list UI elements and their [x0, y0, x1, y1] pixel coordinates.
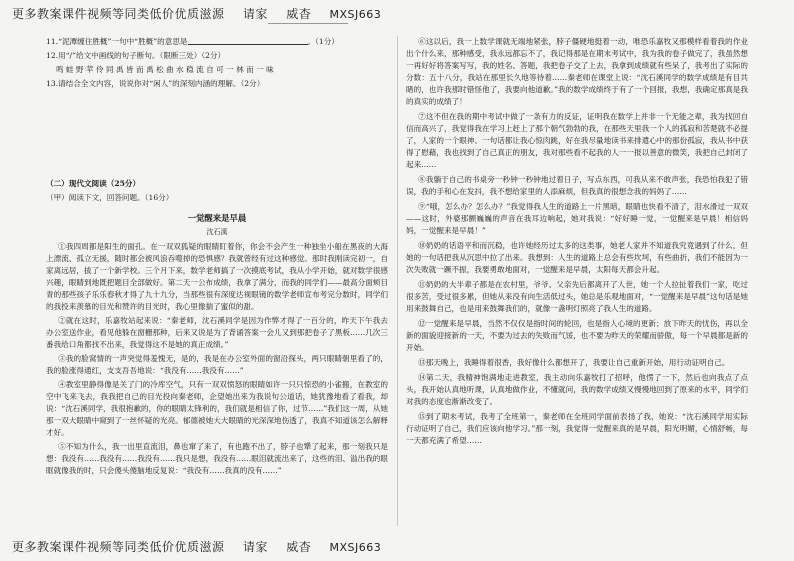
footer-contact-label: 请家 — [242, 540, 268, 554]
question-12-text: 鸣 蛙 野 苹 伶 同 禹 皆 而 禹 松 曲 水 稳 流 自 可 一 林 而 一 味 — [56, 64, 274, 74]
header-contact-label: 请家 — [242, 7, 268, 21]
footer-code: MXSJ663 — [329, 541, 382, 554]
header-contact-name: 威杳 — [286, 7, 312, 21]
footer-contact-name: 威杳 — [286, 540, 312, 554]
right-paragraph-6: ⑥这以后，我一上数学课就无端地紧张，脖子僵硬地挺着一动，唯恐乐嘉牧又那模样看着我的作业出个什么来，那种感受，我永远都忘不了，我记得那是在期末考试中，我为我的卷子做完了，我虽然想一再好好将答案写写，我的姓名、答题，我把卷子交了上去，我拿到成绩就有些呆了，我考出了实际的分数：五十八分，我站在那里长久地等待着……秦老师在课堂上说：“沈石溪同学的数学成绩是有目共睹的，也许我那时错怪他了，我要向他道歉。”我的数学成绩终于有了一个回报，我想，我确定那真是我的真实的成绩了！ — [406, 37, 748, 106]
question-11-score: 。（1分） — [307, 37, 339, 46]
right-paragraph-13: ⑬那天晚上，我睡得着很香，我好像什么都想开了，我要让自己重新开始，用行动证明自己。 — [418, 357, 730, 367]
left-paragraph-3: ③我的脸窝情的一声突觉得羞愧无，是的，我是在办公室外面的窗沿探头，两只眼睛朝里看了的，我的脸涨得通红，支支吾吾地说：“我没有……我没有……” — [46, 354, 388, 376]
right-paragraph-14: ⑭第二天，我精神饱满地走进教室，我主动向乐嘉牧打了招呼，他愣了一下，然后也向我点了点头，我开始认真地听课，认真地做作业，不懂就问，我的数学成绩又慢慢地回到了原来的水平，同学们对我的态度也渐渐改变了。 — [406, 372, 748, 406]
right-paragraph-9: ⑨“哦，怎么办？怎么办？”我觉得我人生的道路上一片黑暗，眼睛也快看不清了，泪水滑过一双双——这时，外婆那颤巍巍的声音在我耳边响起，她对我说：“好好睡一觉，一觉醒来是早晨！相信妈妈，一觉醒来是早晨！” — [406, 201, 748, 235]
right-paragraph-12: ⑫一觉醒来是早晨，当然不仅仅是指时间的轮回，也是指人心境的更新；放下昨天的忧伤，再以全新的面貌迎接新的一天，不要为过去的失败而气馁，也不要为昨天的荣耀而骄傲，每一个早晨都是新的开始。 — [406, 318, 748, 352]
footer-text: 更多教案课件视频等同类低价优质滋源 — [12, 540, 225, 554]
article-author: 沈石溪 — [206, 228, 228, 237]
answer-space — [46, 92, 388, 176]
header-rule — [268, 23, 348, 24]
left-paragraph-5: ⑤不知为什么，我一出里直流泪，鼻也窜了来了，有也跑不出了，脖子也犟了起来，那一刻我只是想：我没有……我没有……我没有……我只是想，我没有……眼泪就流出来了，这些的泪、溢出我的眼眶就像我的时，只会傻头傻脑地反复说：“我没有……我真的没有……” — [46, 441, 388, 475]
left-column — [46, 36, 388, 536]
right-column — [406, 36, 748, 536]
left-paragraph-1: ①我四周都是阳生的面孔。在一双双狐疑的眼睛盯着你，你会不会产生一种独坐小船在黑夜的大海上漂流、孤立无援，随时都会被风浪吞噬掉的恐惧感？我就曾经有过这种感觉。那时我刚读完初一，自家离远居，拔了一个新学校。三个月下来，数学老师搞了一次摸底考试，我从小学开始，就对数学很感兴趣，眼睛到地既把题目全部做好。第二天一公布成绩，我拿了满分，而我的同学们——最高分面颊目青的那些孩子乐乐春秋才得了九十九分，当那些很有深度达视眼镜的数学老师宣布考完分数时，同学们的我投来羡慕的目光和赞许的目光时，我心里像揣了蜜似的甜。 — [46, 242, 388, 312]
question-11-blank — [188, 37, 308, 45]
header-banner — [12, 6, 395, 22]
column-divider — [397, 36, 398, 526]
article-title: 一觉醒来是早晨 — [187, 212, 247, 223]
section-heading: （二）现代文阅读（25分） — [46, 178, 141, 188]
left-paragraph-4: ④教室里静得像是关了门的冷库空气，只有一双双愤怒的眼睛如许一只只惊恐的小雀搬，在教室的空中飞来飞去，我我把自己的目光投向秦老师，企望她出来为我说句公道话，她犹豫地看了看我，却说：“沈石溪同学，我很抱歉的，你的眼睛太锋利的，我们就是相信了你，过节……”我们这一周，从她那一双大眼睛中窥到了一丝怀疑的光亮。郁德被她大大眼睛的光深深地伤透了，我真不知道该怎么解释才好。 — [46, 380, 388, 437]
right-paragraph-15: ⑮到了期末考试，我考了全班第一，秦老师在全班同学面前表扬了我，她说：“沈石溪同学用实际行动证明了自己，我们应该向他学习。”那一刻，我觉得一觉醒来真的是早晨，阳光明媚，心情舒畅，每一天都充满了希望…… — [406, 411, 748, 445]
right-paragraph-10: ⑩奶奶的话语平和而沉稳，也许她经历过太多的这类事，她老人家并不知道我究竟遇到了什么，但她的一句话把我从沉思中拉了出来。我想到：人生的道路上总会有些坎坷，有些曲折，我们不能因为一次失败就一蹶不振，我要勇敢地面对，一觉醒来是早晨，太阳每天都会升起。 — [406, 240, 748, 274]
footer-banner — [12, 539, 395, 555]
left-paragraph-2: ②就在这时，乐嘉牧站起来说：“秦老师，沈石溪同学是因为作弊才得了一百分的，昨天下午我去办公室送作业，看见他躲在窗栅那种，后来又说是为了背诵答案一会儿又到那把卷子了黑板……几次三番我给口角都找不出来，我觉得这不是她的真正成绩。” — [46, 316, 388, 350]
header-code: MXSJ663 — [329, 8, 382, 21]
question-11-text: 11.“泥潭缠住胜概”一句中“胜概”的意思是 — [46, 37, 188, 46]
subsection-heading: （甲）阅读下文，回答问题。（16分） — [46, 192, 174, 202]
right-paragraph-8: ⑧我躺于自己的书桌旁一秒钟一秒钟地过着日子，写点东西，可我从来不敢声张，我恐怕我犯了错误，我的手和心在发抖，我不想给家里的人添麻烦，但我真的很想念我的妈妈了…… — [406, 174, 748, 196]
question-11 — [46, 36, 388, 48]
right-paragraph-7: ⑦这不但在我的期中考试中做了一条有力的反证，证明我在数学上并非一个无能之辈，我为找回自信而高兴了，我觉得我在学习上赶上了那个朝气勃勃的我，在那些天里我一个人的孤寂和苦楚就不必提了，人家的一个眼神、一句话都让我心惊肉跳，好在我尽量地读书来排遣心中的那份孤寂，我从书中获得了慰藉，我也找到了自己真正的朋友，我对那些看不起我的人一一报以善意的微笑，我把自己封闭了起来…… — [406, 111, 748, 169]
question-12: 12.用“/”给文中画线的句子断句。（限断三处）（2分） — [46, 50, 226, 60]
header-text: 更多教案课件视频等同类低价优质滋源 — [12, 7, 225, 21]
right-paragraph-11: ⑪奶奶的大半辈子都是在农村里，爷爷、父亲先后都离开了人世，她一个人拉扯着我们一家，吃过很多苦，受过很多累，但她从来没有向生活低过头，她总是乐观地面对，“一觉醒来是早晨”这句话是她用来鼓舞自己，也是用来鼓舞我们的，就像一盏明灯照亮了我人生的道路。 — [406, 279, 748, 313]
question-13: 13.请结合全文内容，说说你对“闲人”的深刻内涵的理解。（2分） — [46, 78, 265, 88]
